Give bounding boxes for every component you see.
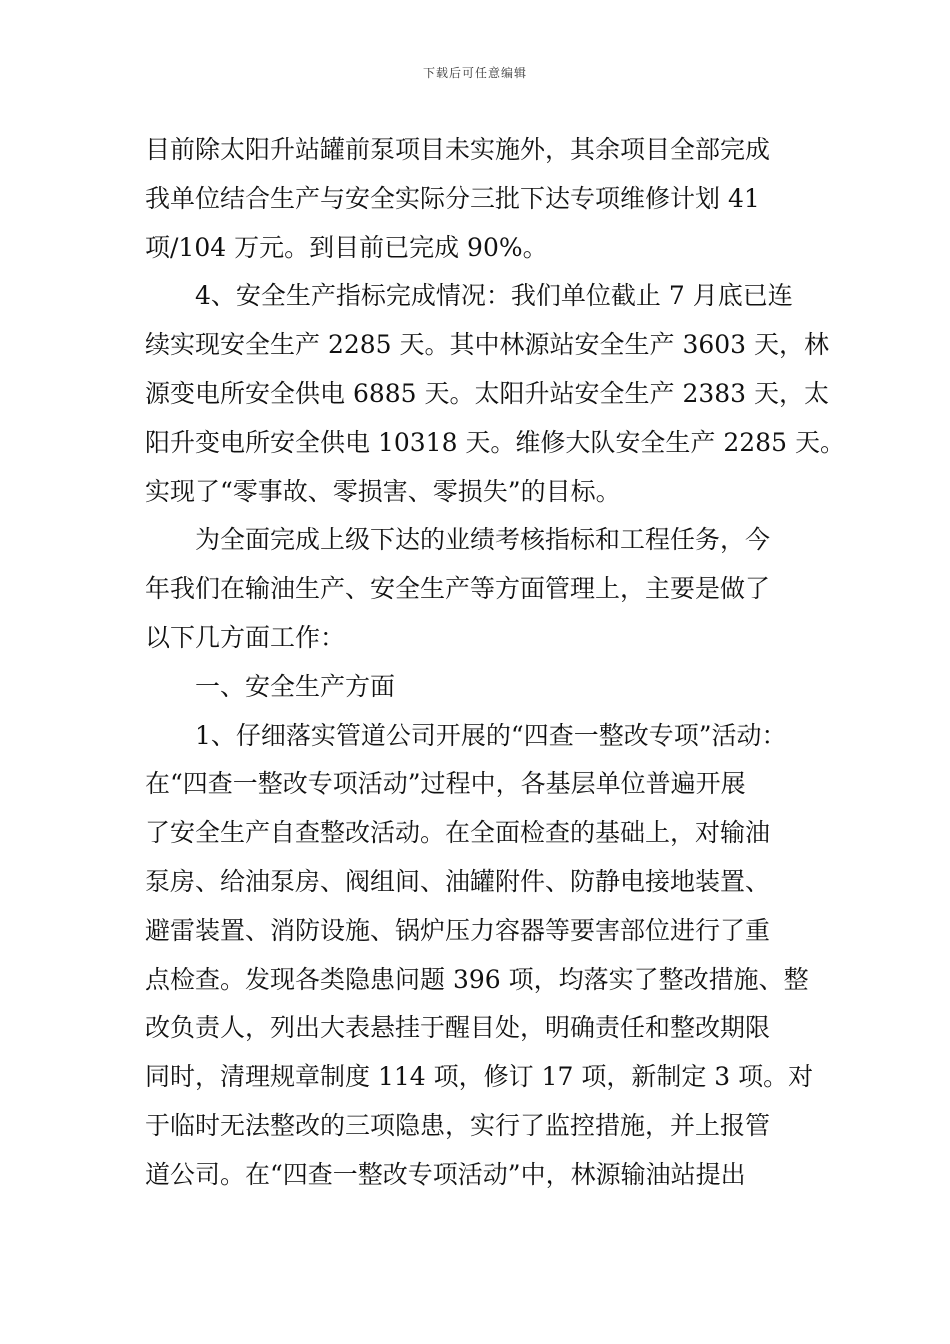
text-line: 于临时无法整改的三项隐患，实行了监控措施，并上报管 xyxy=(145,1110,771,1140)
text-line: 1、仔细落实管道公司开展的“四查一整改专项”活动： xyxy=(195,720,787,750)
text-line: 年我们在输油生产、安全生产等方面管理上，主要是做了 xyxy=(145,574,771,604)
text-line: 在“四查一整改专项活动”过程中，各基层单位普遍开展 xyxy=(145,769,746,799)
document-body xyxy=(145,126,845,1200)
text-line: 阳升变电所安全供电 10318 天。维修大队安全生产 2285 天。 xyxy=(145,427,845,457)
text-line: 同时，清理规章制度 114 项，修订 17 项，新制定 3 项。对 xyxy=(145,1062,814,1092)
text-line: 为全面完成上级下达的业绩考核指标和工程任务，今 xyxy=(195,525,771,555)
text-line: 点检查。发现各类隐患问题 396 项，均落实了整改措施、整 xyxy=(145,964,809,994)
text-line: 泵房、给油泵房、阀组间、油罐附件、防静电接地装置、 xyxy=(145,866,771,896)
section-heading: 一、安全生产方面 xyxy=(195,671,396,701)
text-line: 以下几方面工作： xyxy=(145,622,346,652)
text-line: 实现了“零事故、零损害、零损失”的目标。 xyxy=(145,476,621,506)
text-line: 改负责人，列出大表悬挂于醒目处，明确责任和整改期限 xyxy=(145,1013,771,1043)
text-line: 了安全生产自查整改活动。在全面检查的基础上，对输油 xyxy=(145,818,771,848)
text-line: 道公司。在“四查一整改专项活动”中，林源输油站提出 xyxy=(145,1159,746,1189)
text-line: 避雷装置、消防设施、锅炉压力容器等要害部位进行了重 xyxy=(145,915,771,945)
text-line: 源变电所安全供电 6885 天。太阳升站安全生产 2383 天，太 xyxy=(145,378,830,408)
page-header: 下载后可任意编辑 xyxy=(422,66,527,80)
text-line: 续实现安全生产 2285 天。其中林源站安全生产 3603 天，林 xyxy=(145,330,830,360)
text-line: 我单位结合生产与安全实际分三批下达专项维修计划 41 xyxy=(145,183,760,213)
text-line: 项/104 万元。到目前已完成 90%。 xyxy=(145,232,548,262)
text-line: 4、安全生产指标完成情况：我们单位截止 7 月底已连 xyxy=(195,281,793,311)
text-line: 目前除太阳升站罐前泵项目未实施外，其余项目全部完成 xyxy=(145,135,771,164)
